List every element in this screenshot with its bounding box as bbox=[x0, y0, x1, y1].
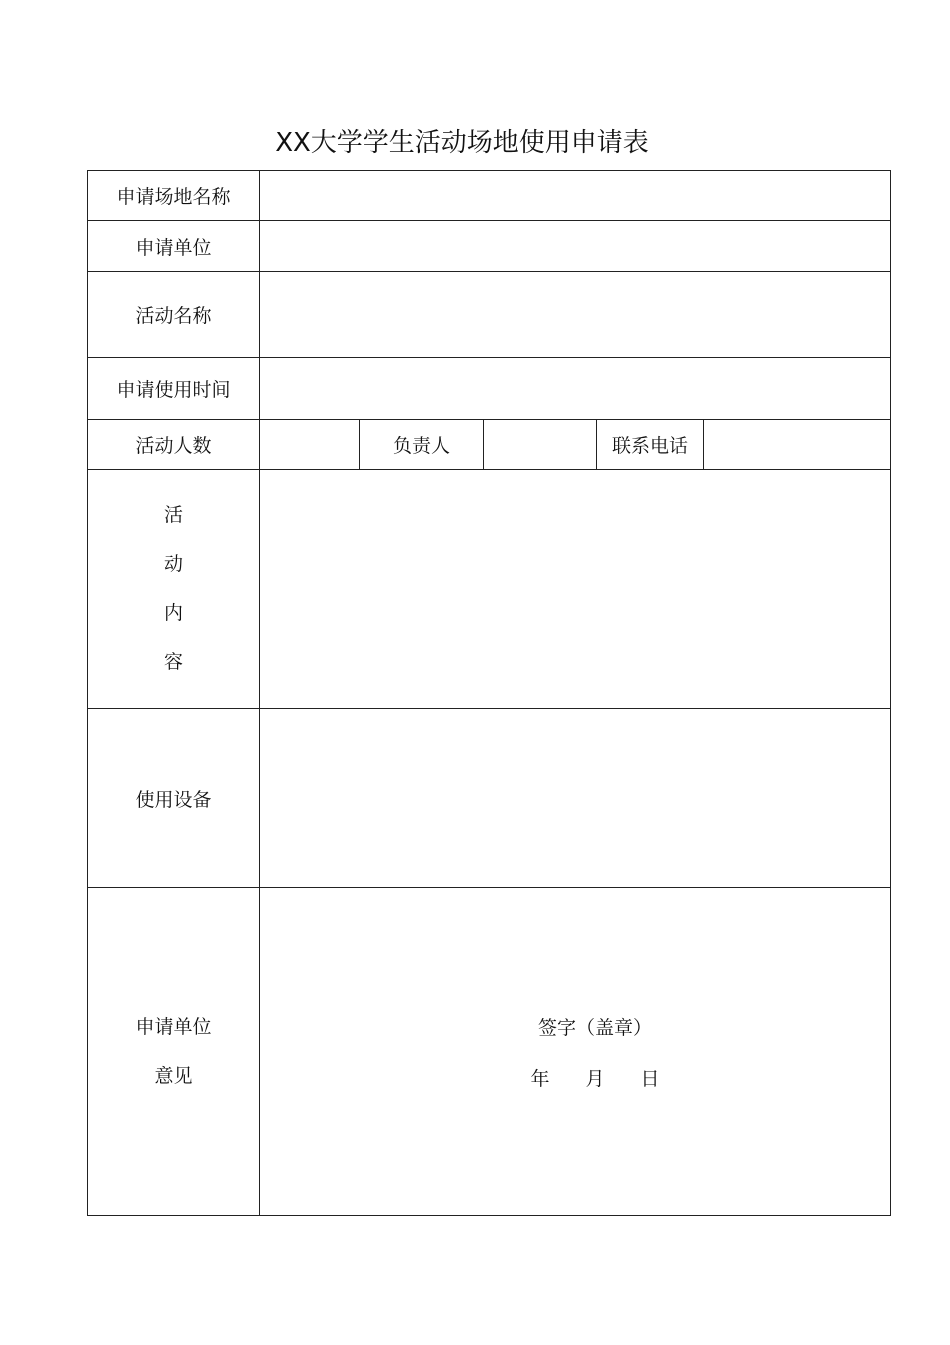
usage-time-label: 申请使用时间 bbox=[88, 358, 260, 420]
signature-block bbox=[260, 1013, 890, 1091]
activity-name-field[interactable] bbox=[260, 272, 891, 358]
row-unit-opinion bbox=[88, 888, 891, 1216]
unit-opinion-label-line2: 意见 bbox=[154, 1064, 193, 1087]
content-label-char: 活 bbox=[163, 504, 183, 526]
activity-content-label-cell bbox=[88, 470, 260, 709]
row-venue-name bbox=[88, 171, 891, 221]
participants-field[interactable] bbox=[260, 420, 360, 470]
unit-opinion-label-cell bbox=[88, 888, 260, 1216]
unit-opinion-label-line1: 申请单位 bbox=[135, 1015, 212, 1038]
content-label-char: 内 bbox=[163, 602, 183, 624]
row-equipment bbox=[88, 709, 891, 888]
activity-name-label: 活动名称 bbox=[88, 272, 260, 358]
applicant-unit-field[interactable] bbox=[260, 221, 891, 272]
equipment-field[interactable] bbox=[260, 709, 891, 888]
venue-name-field[interactable] bbox=[260, 171, 891, 221]
row-contact-info bbox=[88, 420, 891, 470]
application-form-table bbox=[87, 170, 891, 1216]
day-label: 日 bbox=[640, 1067, 660, 1090]
unit-opinion-field[interactable] bbox=[260, 888, 891, 1216]
month-label: 月 bbox=[585, 1067, 605, 1090]
unit-opinion-label bbox=[88, 1014, 259, 1090]
venue-name-label: 申请场地名称 bbox=[88, 171, 260, 221]
equipment-label: 使用设备 bbox=[88, 709, 260, 888]
year-label: 年 bbox=[530, 1067, 550, 1090]
row-applicant-unit bbox=[88, 221, 891, 272]
content-label-char: 动 bbox=[163, 553, 183, 575]
signature-label: 签字（盖章） bbox=[538, 1016, 653, 1039]
participants-label: 活动人数 bbox=[88, 420, 260, 470]
row-activity-content bbox=[88, 470, 891, 709]
usage-time-field[interactable] bbox=[260, 358, 891, 420]
form-title: XX大学学生活动场地使用申请表 bbox=[275, 128, 649, 158]
responsible-field[interactable] bbox=[484, 420, 597, 470]
row-usage-time bbox=[88, 358, 891, 420]
phone-label: 联系电话 bbox=[597, 420, 704, 470]
activity-content-label bbox=[88, 502, 259, 676]
row-activity-name bbox=[88, 272, 891, 358]
applicant-unit-label: 申请单位 bbox=[88, 221, 260, 272]
content-label-char: 容 bbox=[163, 651, 183, 673]
date-line bbox=[531, 1064, 660, 1091]
activity-content-field[interactable] bbox=[260, 470, 891, 709]
responsible-label: 负责人 bbox=[360, 420, 484, 470]
phone-field[interactable] bbox=[704, 420, 891, 470]
